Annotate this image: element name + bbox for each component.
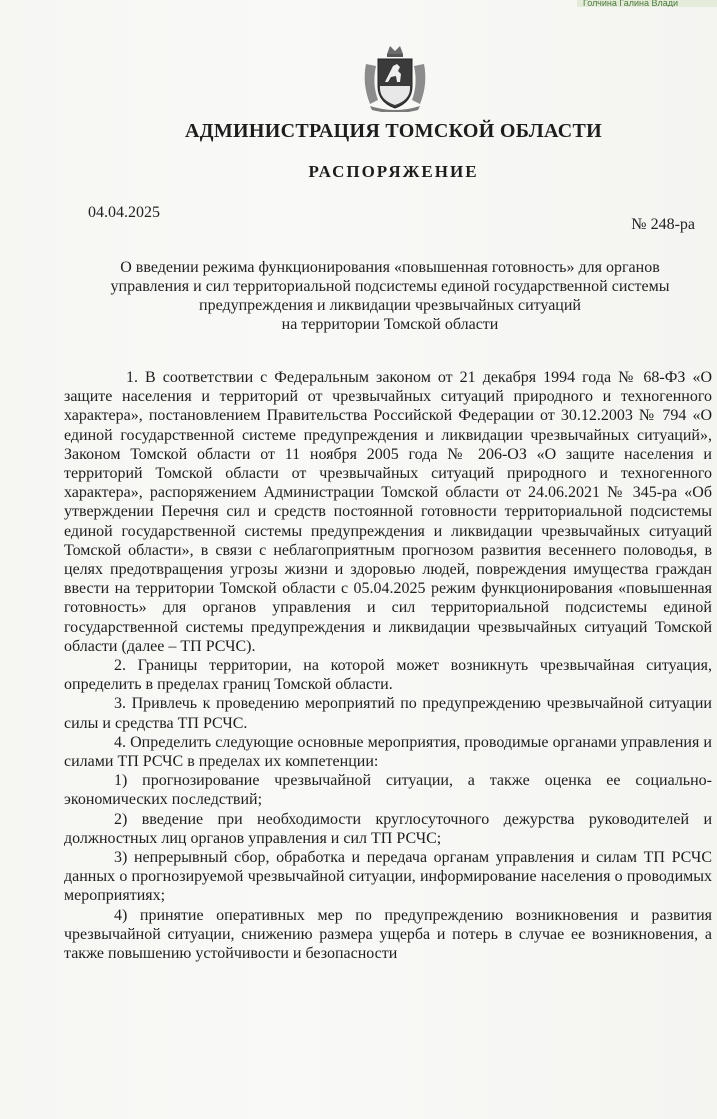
paragraph-3: 3. Привлечь к проведению мероприятий по предупреждению чрезвычайной ситуации силы и средства ТП РСЧС. <box>64 695 712 732</box>
document-type: РАСПОРЯЖЕНИЕ <box>308 162 479 181</box>
list-item-3: 3) непрерывный сбор, обработка и передача органам управления и силам ТП РСЧС данных о прогнозируемой чрезвычайной ситуации, информирование населения о проводимых мероприятиях; <box>64 849 712 905</box>
subject-line: О введении режима функционирования «повышенная готовность» для органов <box>120 259 660 276</box>
paragraph-4: 4. Определить следующие основные мероприятия, проводимые органами управления и силами ТП РСЧС в пределах их компетенции: <box>64 733 712 771</box>
subject-line: на территории Томской области <box>281 316 499 333</box>
document-body <box>64 368 712 963</box>
document-subject <box>70 258 710 334</box>
list-item-4: 4) принятие оперативных мер по предупреждению возникновения и развития чрезвычайной ситуации, снижению размера ущерба и потерь в случае ее возникновения, а также повышению устойчивости и безопасности <box>64 906 712 963</box>
list-item-1: 1) прогнозирование чрезвычайной ситуации, а также оценка ее социально-экономических последствий; <box>64 772 712 809</box>
coat-of-arms-icon <box>360 44 430 112</box>
subject-line: управления и сил территориальной подсистемы единой государственной системы <box>110 278 670 295</box>
header-corner-text: Голчина Галина Влади <box>577 0 717 7</box>
document-number: № 248-ра <box>631 216 695 233</box>
list-item-2: 2) введение при необходимости круглосуточного дежурства руководителей и должностных лиц органов управления и сил ТП РСЧС; <box>64 810 712 847</box>
paragraph-2: 2. Границы территории, на которой может возникнуть чрезвычайная ситуация, определить в пределах границ Томской области. <box>64 657 712 694</box>
paragraph-1: 1. В соответствии с Федеральным законом от 21 декабря 1994 года № 68-ФЗ «О защите населения и территорий от чрезвычайных ситуаций природного и техногенного характера», постановлением Правительства Российской Федерации от 30.12.2003 № 794 «О единой государственной системе предупреждения и ликвидации чрезвычайных ситуаций», Законом Томской области от 11 ноября 2005 года № 206-ОЗ «О защите населения и территорий Томской области от чрезвычайных ситуаций природного и техногенного характера», распоряжением Администрации Томской области от 24.06.2021 № 345-ра «Об утверждении Перечня сил и средств постоянной готовности территориальной подсистемы единой государственной системы предупреждения и ликвидации чрезвычайных ситуаций Томской области», в связи с неблагоприятным прогнозом развития весеннего половодья, в целях предотвращения угрозы жизни и здоровью людей, повреждения имущества граждан ввести на территории Томской области с 05.04.2025 режим функционирования «повышенная готовность» для органов управления и сил территориальной подсистемы единой государственной системы предупреждения и ликвидации чрезвычайных ситуаций Томской области (далее – ТП РСЧС). <box>64 369 712 655</box>
organization-name: АДМИНИСТРАЦИЯ ТОМСКОЙ ОБЛАСТИ <box>185 120 602 142</box>
subject-line: предупреждения и ликвидации чрезвычайных ситуаций <box>199 297 581 314</box>
document-date: 04.04.2025 <box>88 204 160 221</box>
